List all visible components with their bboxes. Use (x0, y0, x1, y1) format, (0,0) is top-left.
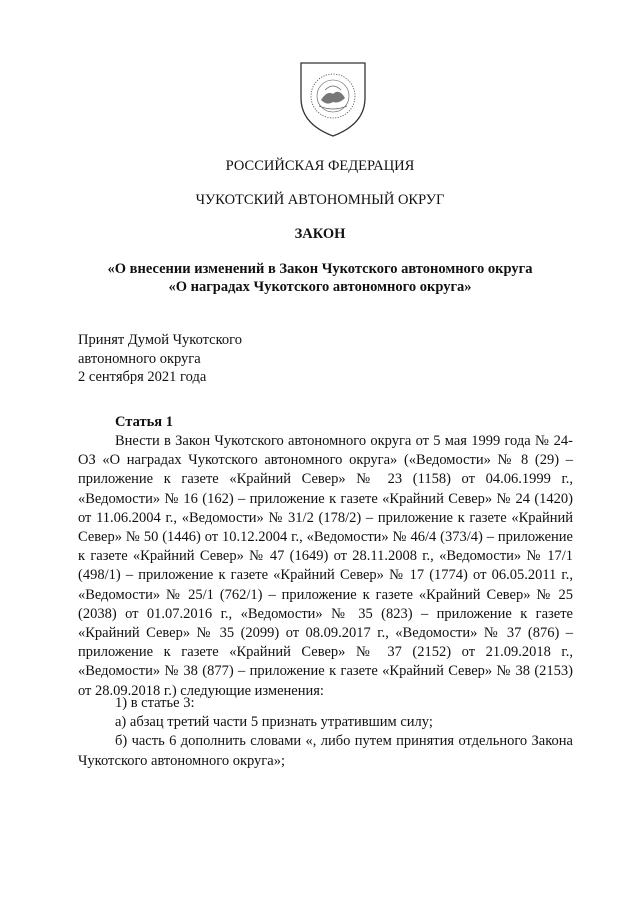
law-title-line1: «О внесении изменений в Закон Чукотского автономного округа (107, 261, 533, 277)
amendment-item-1b: б) часть 6 дополнить словами «, либо путем принятия отдельного Закона Чукотского автономного округа»; (78, 733, 573, 769)
amendment-item-1a: а) абзац третий части 5 признать утратившим силу; (115, 714, 433, 731)
article-heading: Статья 1 (115, 414, 173, 430)
country-heading: РОССИЙСКАЯ ФЕДЕРАЦИЯ (225, 158, 415, 174)
region-heading: ЧУКОТСКИЙ АВТОНОМНЫЙ ОКРУГ (195, 192, 445, 208)
law-title-line2: «О наградах Чукотского автономного округа» (168, 279, 472, 295)
adoption-line1: Принят Думой Чукотского (78, 332, 243, 348)
adoption-line2: автономного округа (78, 350, 201, 367)
law-title (0, 260, 640, 296)
adoption-block (78, 331, 242, 387)
doc-type-heading: ЗАКОН (294, 226, 346, 242)
amendments-list (78, 694, 573, 771)
adoption-date: 2 сентября 2021 года (78, 369, 207, 385)
article-intro-paragraph: Внести в Закон Чукотского автономного округа от 5 мая 1999 года № 24-ОЗ «О наградах Чукотского автономного округа» («Ведомости» № 8 (29) – приложение к газете «Крайний Север» № 23 (1158) от 04.06.1999 г., «Ведомости» № 16 (162) – приложение к газете «Крайний Север» № 24 (1420) от 11.06.2004 г., «Ведомости» № 31/2 (178/2) – приложение к газете «Крайний Север» № 50 (1446) от 10.12.2004 г., «Ведомости» № 46/4 (373/4) – приложение к газете «Крайний Север» № 47 (1649) от 28.11.2008 г., «Ведомости» № 17/1 (498/1) – приложение к газете «Крайний Север» № 17 (1774) от 06.05.2011 г., «Ведомости» № 25/1 (762/1) – приложение к газете «Крайний Север» № 25 (2038) от 01.07.2016 г., «Ведомости» № 35 (823) – приложение к газете «Крайний Север» № 35 (2099) от 08.09.2017 г., «Ведомости» № 37 (876) – приложение к газете «Крайний Север» № 37 (2152) от 21.09.2018 г., «Ведомости» № 38 (877) – приложение к газете «Крайний Север» № 38 (2153) от 28.09.2018 г.) следующие изменения: (78, 433, 573, 699)
article-body (78, 432, 573, 701)
coat-of-arms-emblem (295, 60, 371, 138)
amendment-item-1: 1) в статье 3: (115, 695, 195, 711)
